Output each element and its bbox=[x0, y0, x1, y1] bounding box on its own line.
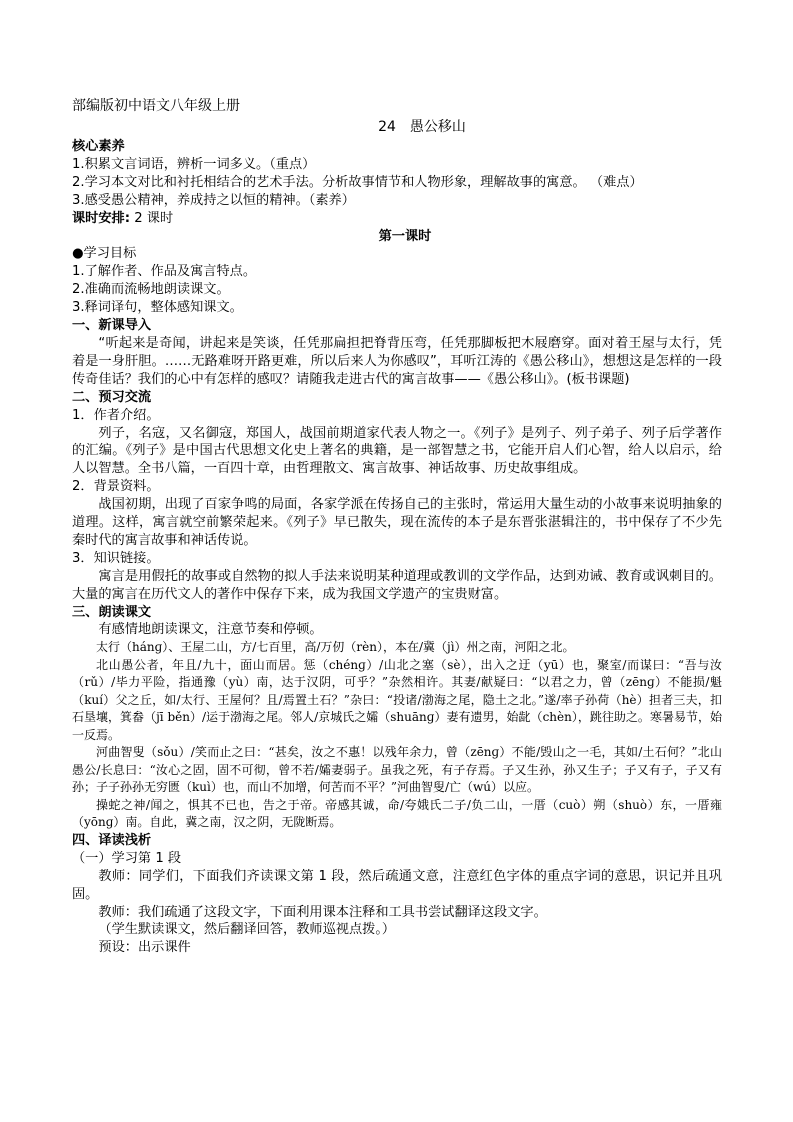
reading-instruction: 有感情地朗读课文，注意节奏和停顿。 bbox=[98, 622, 323, 638]
knowledge-paragraph: 寓言是用假托的故事或自然物的拟人手法来说明某种道理或教训的文学作品，达到劝诫、教育或讽刺目的。大量的寓言在历代文人的著作中保存下来，成为我国文学遗产的宝贵财富。 bbox=[72, 568, 722, 602]
classical-text-paragraph: 河曲智叟（sǒu）/笑而止之曰：“甚矣，汝之不惠！以残年余力，曾（zēnɡ）不能/毁山之一毛，其如/土石何？”北山愚公/长息曰：“汝心之固，固不可彻，曾不若/孀妻弱子。虽我之死，有子存焉。子又生孙，孙又生子；子又有子，子又有孙；子子孙孙无穷匮（kuì）也，而山不加增，何苦而不平？”河曲智叟/亡（wú）以应。 bbox=[72, 745, 722, 795]
subsection-heading: 1．作者介绍。 bbox=[72, 407, 160, 423]
goals-heading: ●学习目标 bbox=[72, 246, 137, 262]
teacher-paragraph: 教师：我们疏通了这段文字，下面利用课本注释和工具书尝试翻译这段文字。 bbox=[98, 904, 547, 920]
schedule-line bbox=[72, 210, 722, 228]
goal-item: 3.释词译句，整体感知课文。 bbox=[72, 300, 243, 316]
schedule-label: 课时安排: bbox=[72, 210, 131, 226]
lesson-heading: 第一课时 bbox=[378, 228, 432, 244]
document-header: 部编版初中语文八年级上册 bbox=[72, 98, 240, 114]
subsection-heading: 3．知识链接。 bbox=[72, 550, 160, 566]
classical-text-paragraph: 北山愚公者，年且/九十，面山而居。惩（chénɡ）/山北之塞（sè），出入之迂（yū）也，聚室/而谋曰：“吾与汝（rǔ）/毕力平险，指通豫（yù）南，达于汉阴，可乎？”杂然相许。其妻/献疑曰：“以君之力，曾（zēnɡ）不能损/魁（kuí）父之丘，如/太行、王屋何？且/焉置土石？”杂曰：“投诸/渤海之尾，隐土之北。”遂/率子孙荷（hè）担者三夫，扣石垦壤，箕畚（jī běn）/运于渤海之尾。邻人/京城氏之孀（shuānɡ）妻有遗男，始龀（chèn），跳往助之。寒暑易节，始一反焉。 bbox=[72, 657, 722, 742]
core-item: 1.积累文言词语，辨析一词多义。（重点） bbox=[72, 156, 316, 172]
intro-paragraph: “听起来是奇闻，讲起来是笑谈，任凭那扁担把脊背压弯，任凭那脚板把木屐磨穿。面对着王屋与太行，凭着是一身肝胆。……无路难呀开路更难，所以后来人为你感叹”，耳听江涛的《愚公移山》，想想这是怎样的一段传奇佳话？我们的心中有怎样的感叹？请随我走进古代的寓言故事——《愚公移山》。(板书课题) bbox=[72, 335, 722, 387]
section-heading: 二、预习交流 bbox=[72, 389, 152, 405]
core-literacy-heading: 核心素养 bbox=[72, 139, 125, 154]
core-item: 3.感受愚公精神，养成持之以恒的精神。（素养） bbox=[72, 192, 355, 208]
schedule-value: 2 课时 bbox=[130, 210, 174, 226]
lesson-title: 24 愚公移山 bbox=[378, 119, 466, 135]
classical-text-paragraph: 操蛇之神/闻之，惧其不已也，告之于帝。帝感其诚，命/夸娥氏二子/负二山，一厝（cuò）朔（shuò）东，一厝雍（yōnɡ）南。自此，冀之南，汉之阴，无陇断焉。 bbox=[72, 797, 722, 830]
core-item: 2.学习本文对比和衬托相结合的艺术手法。分析故事情节和人物形象，理解故事的寓意。 （难点） bbox=[72, 174, 643, 190]
background-paragraph: 战国初期，出现了百家争鸣的局面，各家学派在传扬自己的主张时，常运用大量生动的小故事来说明抽象的道理。这样，寓言就空前繁荣起来。《列子》早已散失，现在流传的本子是东晋张湛辑注的，书中保存了不少先秦时代的寓言故事和神话传说。 bbox=[72, 497, 722, 548]
section-heading: 一、新课导入 bbox=[72, 318, 152, 334]
goal-item: 2.准确而流畅地朗读课文。 bbox=[72, 282, 230, 298]
classical-text-paragraph: 太行（hánɡ）、王屋二山，方/七百里，高/万仞（rèn），本在/冀（jì）州之南，河阳之北。 bbox=[96, 640, 575, 655]
preset-line: 预设：出示课件 bbox=[98, 940, 191, 956]
subsection-heading: 2．背景资料。 bbox=[72, 479, 160, 495]
subsection-heading: （一）学习第 1 段 bbox=[72, 850, 182, 866]
section-heading: 三、朗读课文 bbox=[72, 604, 152, 620]
section-heading: 四、译读浅析 bbox=[72, 832, 152, 848]
teacher-paragraph: 教师：同学们，下面我们齐读课文第 1 段，然后疏通文意，注意红色字体的重点字词的意思，识记并且巩固。 bbox=[72, 868, 722, 902]
document-page bbox=[72, 96, 722, 957]
student-activity: （学生默读课文，然后翻译回答，教师巡视点拨。） bbox=[98, 922, 396, 938]
author-paragraph: 列子，名寇，又名御寇，郑国人，战国前期道家代表人物之一。《列子》是列子、列子弟子、列子后学著作的汇编。《列子》是中国古代思想文化史上著名的典籍，是一部智慧之书，它能开启人们心智，给人以启示，给人以智慧。全书八篇，一百四十章，由哲理散文、寓言故事、神话故事、历史故事组成。 bbox=[72, 425, 722, 477]
goal-item: 1.了解作者、作品及寓言特点。 bbox=[72, 264, 257, 280]
